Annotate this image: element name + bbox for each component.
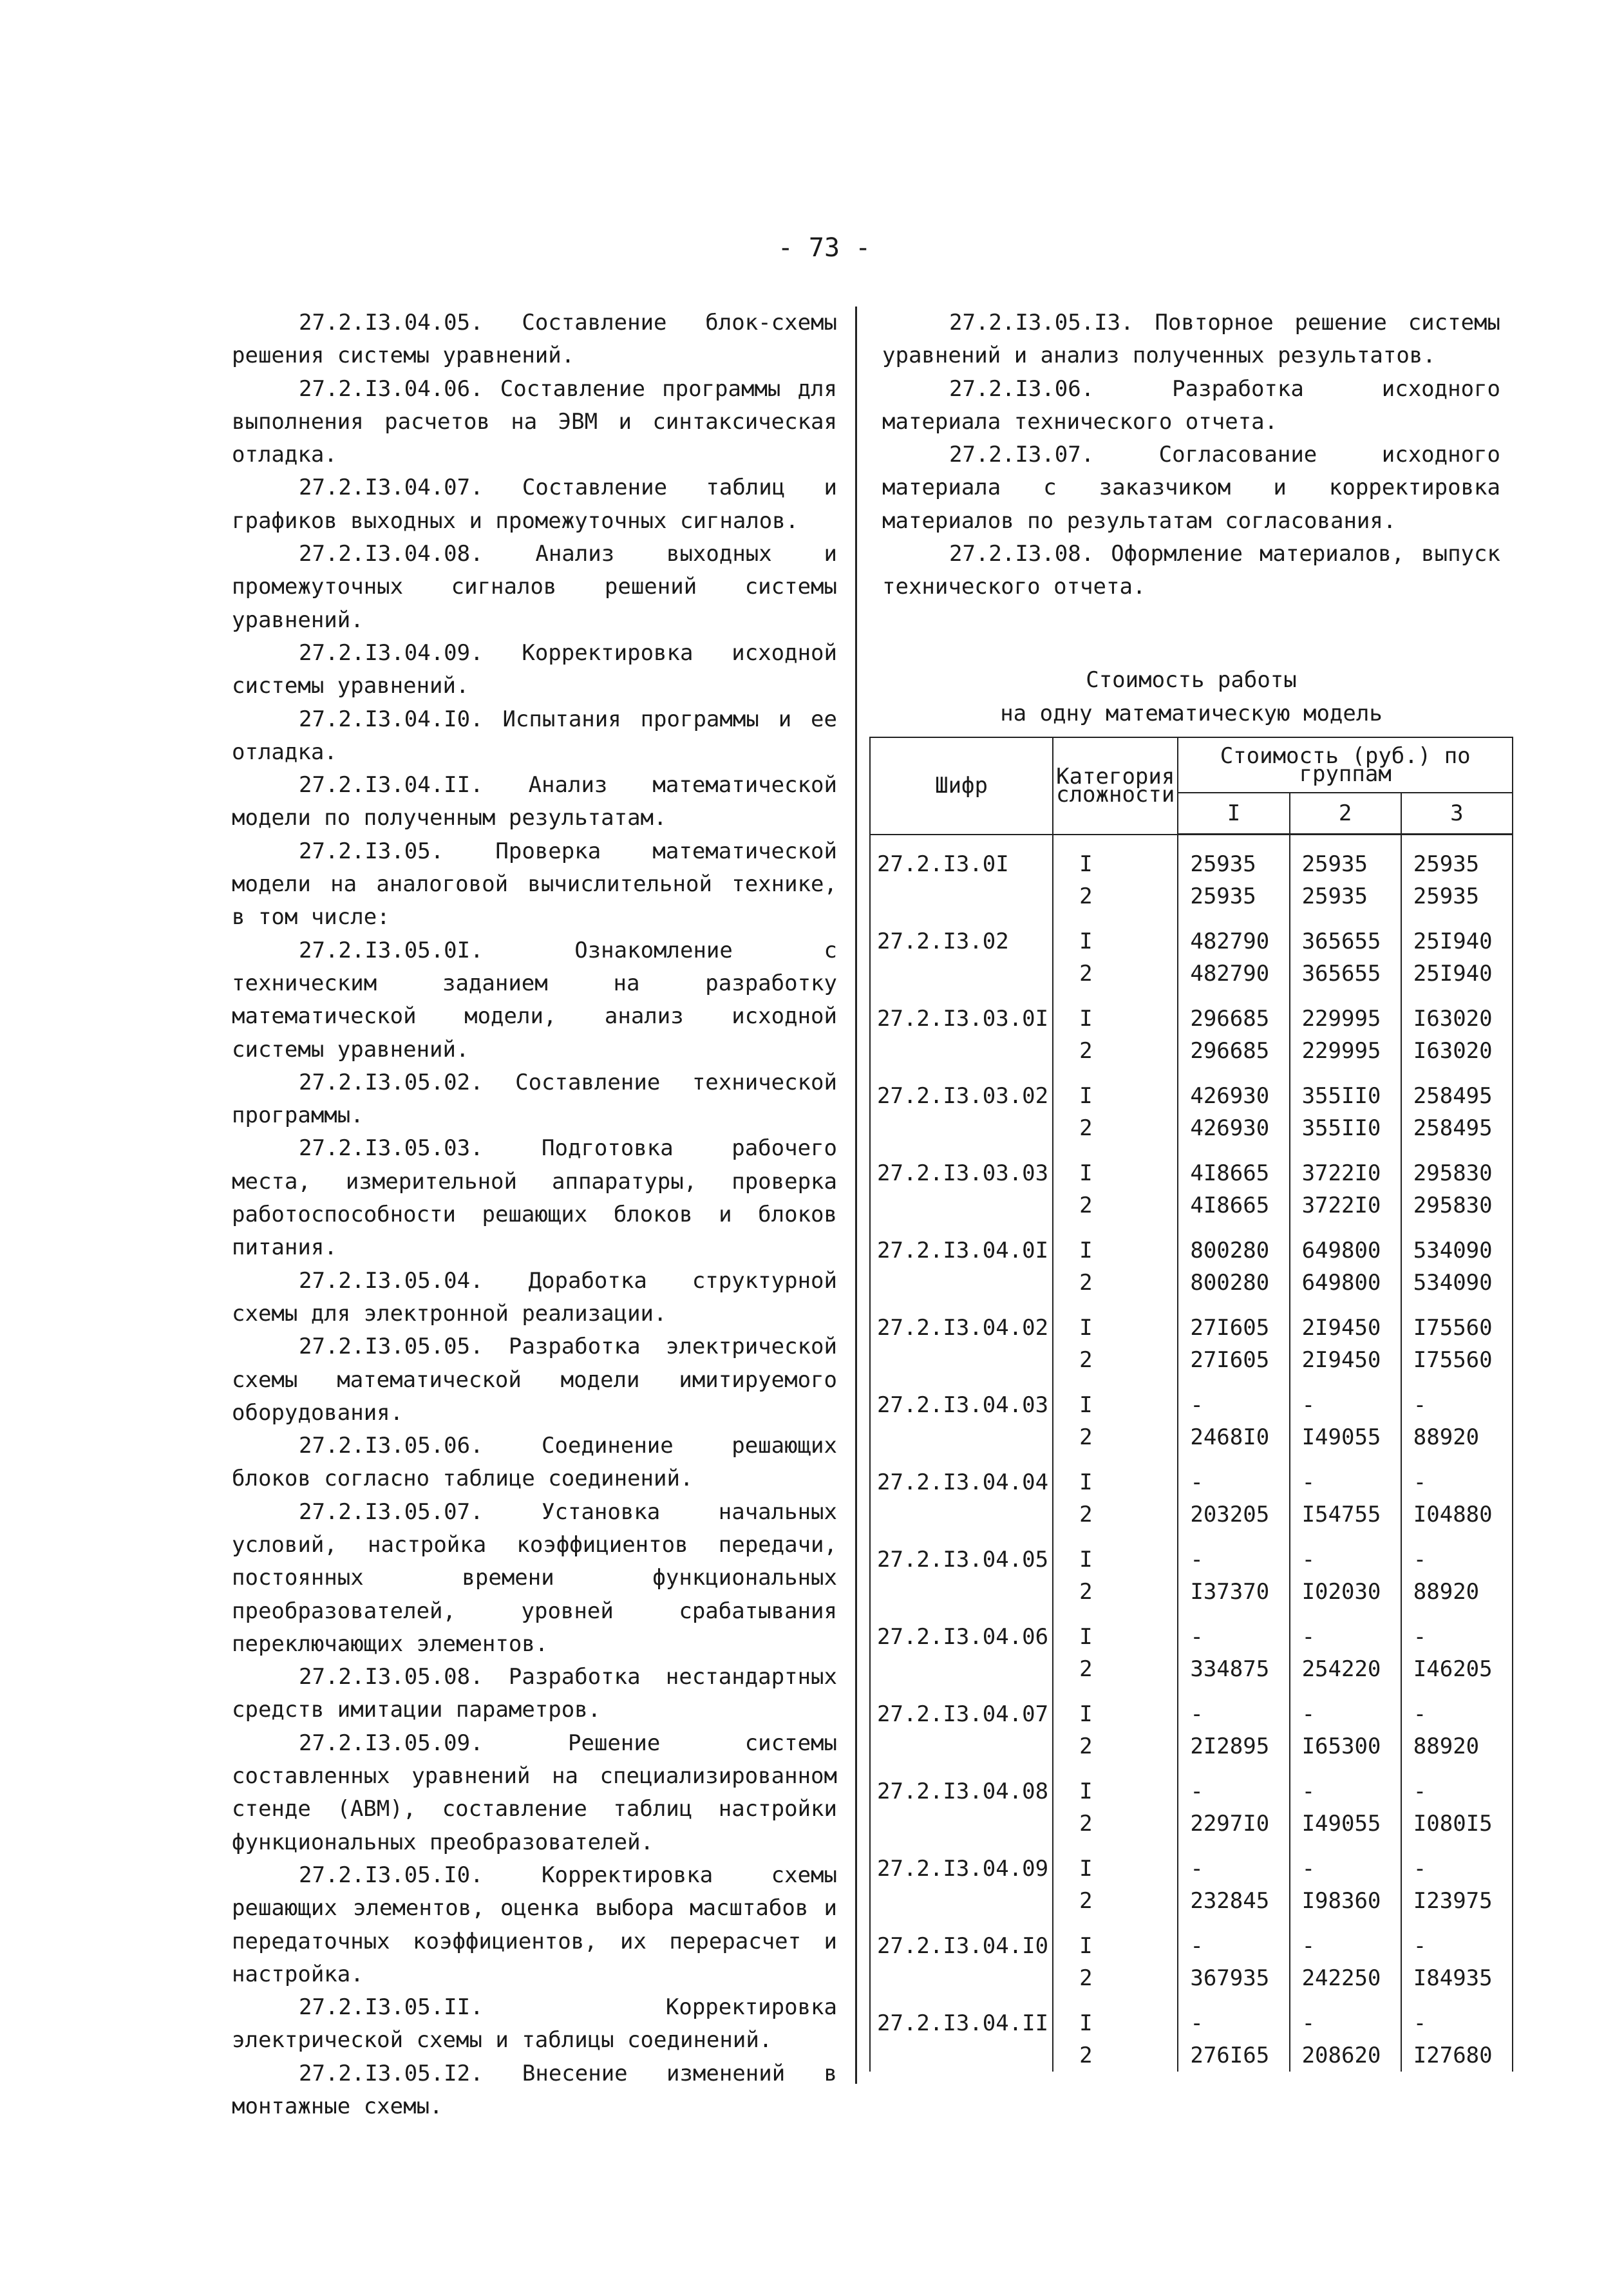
table-row: [870, 835, 1513, 881]
cost-cell: 800280: [1178, 1222, 1289, 1267]
header-group: 3: [1401, 793, 1513, 835]
cost-cell: 649800: [1290, 1267, 1401, 1299]
cost-cell: -: [1401, 1453, 1513, 1498]
table-row: [870, 2039, 1513, 2072]
category-cell: 2: [1053, 1267, 1178, 1299]
category-cell: I: [1053, 1299, 1178, 1344]
cost-cell: 2468I0: [1178, 1421, 1289, 1453]
paragraph: 27.2.I3.04.I0. Испытания программы и ее отладка.: [232, 706, 837, 765]
cipher-cell: 27.2.I3.04.0I: [870, 1222, 1053, 1267]
cipher-cell-empty: [870, 1421, 1053, 1453]
cost-cell: 25935: [1401, 880, 1513, 912]
category-cell: I: [1053, 1376, 1178, 1421]
paragraph: 27.2.I3.04.09. Корректировка исходной системы уравнений.: [232, 639, 837, 699]
cost-cell: 2I9450: [1290, 1299, 1401, 1344]
right-column-text: [882, 307, 1500, 604]
cipher-cell: 27.2.I3.03.03: [870, 1144, 1053, 1189]
category-cell: I: [1053, 1917, 1178, 1962]
paragraph: 27.2.I3.05.02. Составление технической программы.: [232, 1069, 837, 1129]
cipher-cell-empty: [870, 1576, 1053, 1608]
category-cell: I: [1053, 1067, 1178, 1112]
paragraph: 27.2.I3.04.08. Анализ выходных и промежуточных сигналов решений системы уравнений.: [232, 541, 837, 633]
table-row: [870, 1267, 1513, 1299]
column-divider: [855, 307, 857, 2084]
cipher-cell: 27.2.I3.04.I0: [870, 1917, 1053, 1962]
cost-cell: 88920: [1401, 1421, 1513, 1453]
cipher-cell-empty: [870, 1189, 1053, 1222]
table-row: [870, 1299, 1513, 1344]
table-row: [870, 1144, 1513, 1189]
cost-cell: -: [1290, 1453, 1401, 1498]
table-caption-line: на одну математическую модель: [1000, 701, 1383, 726]
cost-cell: I080I5: [1401, 1808, 1513, 1840]
paragraph: 27.2.I3.05.I2. Внесение изменений в монтажные схемы.: [232, 2060, 837, 2120]
cost-cell: 4I8665: [1178, 1144, 1289, 1189]
cost-cell: 2I9450: [1290, 1344, 1401, 1376]
paragraph: 27.2.I3.05.I0. Корректировка схемы решающих элементов, оценка выбора масштабов и передаточных коэффициентов, их перерасчет и настройка.: [232, 1862, 837, 1987]
table-row: [870, 1730, 1513, 1762]
paragraph: 27.2.I3.08. Оформление материалов, выпуск технического отчета.: [882, 541, 1500, 600]
cost-cell: I75560: [1401, 1299, 1513, 1344]
cost-cell: I49055: [1290, 1808, 1401, 1840]
cost-cell: 232845: [1178, 1885, 1289, 1917]
cost-cell: 229995: [1290, 990, 1401, 1035]
cost-cell: -: [1401, 1608, 1513, 1653]
cipher-cell: 27.2.I3.03.02: [870, 1067, 1053, 1112]
paragraph: 27.2.I3.05.II. Корректировка электрической схемы и таблицы соединений.: [232, 1994, 837, 2054]
paragraph: 27.2.I3.05.09. Решение системы составленных уравнений на специализированном стенде (АВМ), составление таблиц настройки функциональных преобразователей.: [232, 1730, 837, 1855]
category-cell: 2: [1053, 1576, 1178, 1608]
paragraph: 27.2.I3.05.06. Соединение решающих блоков согласно таблице соединений.: [232, 1433, 837, 1492]
cipher-cell-empty: [870, 1885, 1053, 1917]
category-cell: I: [1053, 1840, 1178, 1885]
page-number: - 73 -: [777, 233, 871, 263]
cost-cell: 355II0: [1290, 1112, 1401, 1144]
cipher-cell-empty: [870, 1808, 1053, 1840]
cost-cell: I02030: [1290, 1576, 1401, 1608]
category-cell: 2: [1053, 1885, 1178, 1917]
cost-cell: 295830: [1401, 1189, 1513, 1222]
cost-cell: 296685: [1178, 990, 1289, 1035]
table-row: [870, 1917, 1513, 1962]
category-cell: 2: [1053, 1035, 1178, 1067]
table-row: [870, 1498, 1513, 1531]
cipher-cell-empty: [870, 1653, 1053, 1685]
category-cell: I: [1053, 1453, 1178, 1498]
table-row: [870, 1376, 1513, 1421]
cost-cell: -: [1401, 1917, 1513, 1962]
cost-cell: 254220: [1290, 1653, 1401, 1685]
category-cell: I: [1053, 1144, 1178, 1189]
category-cell: 2: [1053, 2039, 1178, 2072]
cost-cell: -: [1401, 1685, 1513, 1730]
table-row: [870, 1808, 1513, 1840]
table-row: [870, 880, 1513, 912]
cost-cell: I04880: [1401, 1498, 1513, 1531]
cost-cell: 258495: [1401, 1067, 1513, 1112]
cost-cell: I63020: [1401, 990, 1513, 1035]
category-cell: 2: [1053, 1344, 1178, 1376]
cost-cell: 27I605: [1178, 1344, 1289, 1376]
cost-cell: 242250: [1290, 1962, 1401, 1994]
cipher-cell: 27.2.I3.0I: [870, 835, 1053, 881]
cost-cell: 365655: [1290, 958, 1401, 990]
category-cell: I: [1053, 835, 1178, 881]
paragraph: 27.2.I3.04.06. Составление программы для выполнения расчетов на ЭВМ и синтаксическая отладка.: [232, 375, 837, 468]
cost-cell: 25935: [1290, 880, 1401, 912]
paragraph: 27.2.I3.05.I3. Повторное решение системы уравнений и анализ полученных результатов.: [882, 310, 1500, 369]
cost-cell: -: [1401, 1531, 1513, 1576]
table-row: [870, 1112, 1513, 1144]
cost-cell: I37370: [1178, 1576, 1289, 1608]
cost-cell: -: [1401, 1376, 1513, 1421]
category-cell: I: [1053, 912, 1178, 958]
paragraph: 27.2.I3.05. Проверка математической модели на аналоговой вычислительной технике, в том числе:: [232, 838, 837, 931]
cipher-cell: 27.2.I3.04.03: [870, 1376, 1053, 1421]
table-row: [870, 1762, 1513, 1808]
header-cost: Стоимость (руб.) по группам: [1178, 737, 1513, 793]
cost-cell: -: [1290, 1685, 1401, 1730]
table-caption: [882, 663, 1500, 730]
cost-cell: 649800: [1290, 1222, 1401, 1267]
paragraph: 27.2.I3.05.04. Доработка структурной схемы для электронной реализации.: [232, 1267, 837, 1327]
cipher-cell-empty: [870, 1035, 1053, 1067]
cost-cell: 25935: [1178, 880, 1289, 912]
cipher-cell: 27.2.I3.04.02: [870, 1299, 1053, 1344]
category-cell: I: [1053, 1531, 1178, 1576]
cost-cell: 2297I0: [1178, 1808, 1289, 1840]
cipher-cell-empty: [870, 1962, 1053, 1994]
cost-cell: -: [1178, 1762, 1289, 1808]
category-cell: I: [1053, 1762, 1178, 1808]
cost-cell: -: [1290, 1762, 1401, 1808]
paragraph: 27.2.I3.06. Разработка исходного материала технического отчета.: [882, 375, 1500, 435]
table-row: [870, 1067, 1513, 1112]
cipher-cell: 27.2.I3.04.05: [870, 1531, 1053, 1576]
header-group: 2: [1290, 793, 1401, 835]
cost-cell: I49055: [1290, 1421, 1401, 1453]
cost-cell: 534090: [1401, 1222, 1513, 1267]
cost-cell: 25935: [1290, 835, 1401, 881]
cost-cell: -: [1290, 1608, 1401, 1653]
category-cell: 2: [1053, 1653, 1178, 1685]
cost-cell: -: [1401, 1762, 1513, 1808]
table-row: [870, 1453, 1513, 1498]
cost-cell: 334875: [1178, 1653, 1289, 1685]
cost-cell: -: [1290, 1376, 1401, 1421]
category-cell: 2: [1053, 1808, 1178, 1840]
category-cell: I: [1053, 990, 1178, 1035]
cost-cell: -: [1290, 1840, 1401, 1885]
table-row: [870, 1885, 1513, 1917]
cost-cell: I98360: [1290, 1885, 1401, 1917]
cipher-cell: 27.2.I3.04.07: [870, 1685, 1053, 1730]
table-row: [870, 1344, 1513, 1376]
cost-cell: 27I605: [1178, 1299, 1289, 1344]
table-row: [870, 958, 1513, 990]
cost-cell: I84935: [1401, 1962, 1513, 1994]
table-row: [870, 912, 1513, 958]
paragraph: 27.2.I3.05.05. Разработка электрической схемы математической модели имитируемого оборудования.: [232, 1334, 837, 1426]
cipher-cell-empty: [870, 1730, 1053, 1762]
category-cell: I: [1053, 1222, 1178, 1267]
cipher-cell: 27.2.I3.04.II: [870, 1994, 1053, 2039]
cipher-cell: 27.2.I3.02: [870, 912, 1053, 958]
cost-cell: 482790: [1178, 912, 1289, 958]
cost-cell: 482790: [1178, 958, 1289, 990]
cost-cell: -: [1178, 1840, 1289, 1885]
category-cell: 2: [1053, 1498, 1178, 1531]
cost-cell: 426930: [1178, 1112, 1289, 1144]
cost-cell: -: [1178, 1376, 1289, 1421]
table-row: [870, 1608, 1513, 1653]
cipher-cell: 27.2.I3.04.04: [870, 1453, 1053, 1498]
cost-cell: 258495: [1401, 1112, 1513, 1144]
table-row: [870, 1035, 1513, 1067]
table-row: [870, 1994, 1513, 2039]
cost-cell: I27680: [1401, 2039, 1513, 2072]
category-cell: I: [1053, 1608, 1178, 1653]
paragraph: 27.2.I3.04.II. Анализ математической модели по полученным результатам.: [232, 772, 837, 831]
table-row: [870, 1531, 1513, 1576]
cost-cell: 25935: [1178, 835, 1289, 881]
table-row: [870, 1189, 1513, 1222]
table-caption-line: Стоимость работы: [1086, 667, 1297, 693]
paragraph: 27.2.I3.05.07. Установка начальных условий, настройка коэффициентов передачи, постоянных времени функциональных преобразователей, уровней срабатывания переключающих элементов.: [232, 1498, 837, 1657]
left-column-text: [232, 307, 837, 2123]
category-cell: 2: [1053, 1962, 1178, 1994]
paragraph: 27.2.I3.05.0I. Ознакомление с техническим заданием на разработку математической модели, анализ исходной системы уравнений.: [232, 937, 837, 1063]
cipher-cell-empty: [870, 1267, 1053, 1299]
cost-cell: -: [1401, 1840, 1513, 1885]
cost-cell: I75560: [1401, 1344, 1513, 1376]
cost-cell: 88920: [1401, 1576, 1513, 1608]
cost-cell: -: [1178, 1453, 1289, 1498]
category-cell: 2: [1053, 1730, 1178, 1762]
cost-table: [869, 737, 1513, 2072]
cipher-cell: 27.2.I3.03.0I: [870, 990, 1053, 1035]
cost-cell: 25935: [1401, 835, 1513, 881]
cost-cell: I46205: [1401, 1653, 1513, 1685]
table-body: [870, 835, 1513, 2072]
cost-cell: 203205: [1178, 1498, 1289, 1531]
cost-cell: 276I65: [1178, 2039, 1289, 2072]
category-cell: 2: [1053, 1421, 1178, 1453]
category-cell: I: [1053, 1685, 1178, 1730]
cost-cell: 355II0: [1290, 1067, 1401, 1112]
paragraph: 27.2.I3.05.03. Подготовка рабочего места, измерительной аппаратуры, проверка работоспособности решающих блоков и блоков питания.: [232, 1135, 837, 1261]
cost-cell: 365655: [1290, 912, 1401, 958]
cost-cell: 25I940: [1401, 912, 1513, 958]
cost-cell: -: [1178, 1531, 1289, 1576]
cost-cell: I23975: [1401, 1885, 1513, 1917]
cost-cell: 296685: [1178, 1035, 1289, 1067]
cost-cell: 800280: [1178, 1267, 1289, 1299]
header-category: Категория сложности: [1053, 737, 1178, 835]
table-row: [870, 1962, 1513, 1994]
cipher-cell-empty: [870, 1112, 1053, 1144]
cost-cell: 367935: [1178, 1962, 1289, 1994]
paragraph: 27.2.I3.05.08. Разработка нестандартных средств имитации параметров.: [232, 1664, 837, 1723]
cipher-cell: 27.2.I3.04.09: [870, 1840, 1053, 1885]
category-cell: 2: [1053, 1189, 1178, 1222]
cost-cell: -: [1290, 1531, 1401, 1576]
cost-cell: -: [1178, 1685, 1289, 1730]
table-row: [870, 1576, 1513, 1608]
category-cell: 2: [1053, 880, 1178, 912]
cost-cell: -: [1178, 1994, 1289, 2039]
cipher-cell-empty: [870, 958, 1053, 990]
header-group: I: [1178, 793, 1289, 835]
table-row: [870, 1653, 1513, 1685]
cipher-cell-empty: [870, 2039, 1053, 2072]
cipher-cell-empty: [870, 1344, 1053, 1376]
cost-cell: 4I8665: [1178, 1189, 1289, 1222]
cost-cell: -: [1290, 1994, 1401, 2039]
cost-cell: 208620: [1290, 2039, 1401, 2072]
category-cell: I: [1053, 1994, 1178, 2039]
cost-cell: 534090: [1401, 1267, 1513, 1299]
paragraph: 27.2.I3.07. Согласование исходного материала с заказчиком и корректировка материалов по результатам согласования.: [882, 442, 1500, 534]
cost-cell: 426930: [1178, 1067, 1289, 1112]
cost-cell: 295830: [1401, 1144, 1513, 1189]
cost-cell: -: [1290, 1917, 1401, 1962]
table-row: [870, 990, 1513, 1035]
cost-cell: I65300: [1290, 1730, 1401, 1762]
cipher-cell-empty: [870, 1498, 1053, 1531]
paragraph: 27.2.I3.04.05. Составление блок-схемы решения системы уравнений.: [232, 310, 837, 369]
table-row: [870, 1685, 1513, 1730]
cost-cell: -: [1178, 1917, 1289, 1962]
header-code: Шифр: [870, 737, 1053, 835]
cost-cell: 88920: [1401, 1730, 1513, 1762]
cost-cell: -: [1401, 1994, 1513, 2039]
table-row: [870, 1222, 1513, 1267]
category-cell: 2: [1053, 958, 1178, 990]
cipher-cell: 27.2.I3.04.06: [870, 1608, 1053, 1653]
paragraph: 27.2.I3.04.07. Составление таблиц и графиков выходных и промежуточных сигналов.: [232, 475, 837, 534]
cipher-cell: 27.2.I3.04.08: [870, 1762, 1053, 1808]
table-row: [870, 1421, 1513, 1453]
category-cell: 2: [1053, 1112, 1178, 1144]
cost-cell: -: [1178, 1608, 1289, 1653]
cost-cell: I63020: [1401, 1035, 1513, 1067]
cipher-cell-empty: [870, 880, 1053, 912]
cost-cell: 25I940: [1401, 958, 1513, 990]
cost-cell: 3722I0: [1290, 1144, 1401, 1189]
cost-cell: 229995: [1290, 1035, 1401, 1067]
cost-cell: I54755: [1290, 1498, 1401, 1531]
cost-cell: 3722I0: [1290, 1189, 1401, 1222]
table-row: [870, 1840, 1513, 1885]
cost-cell: 2I2895: [1178, 1730, 1289, 1762]
